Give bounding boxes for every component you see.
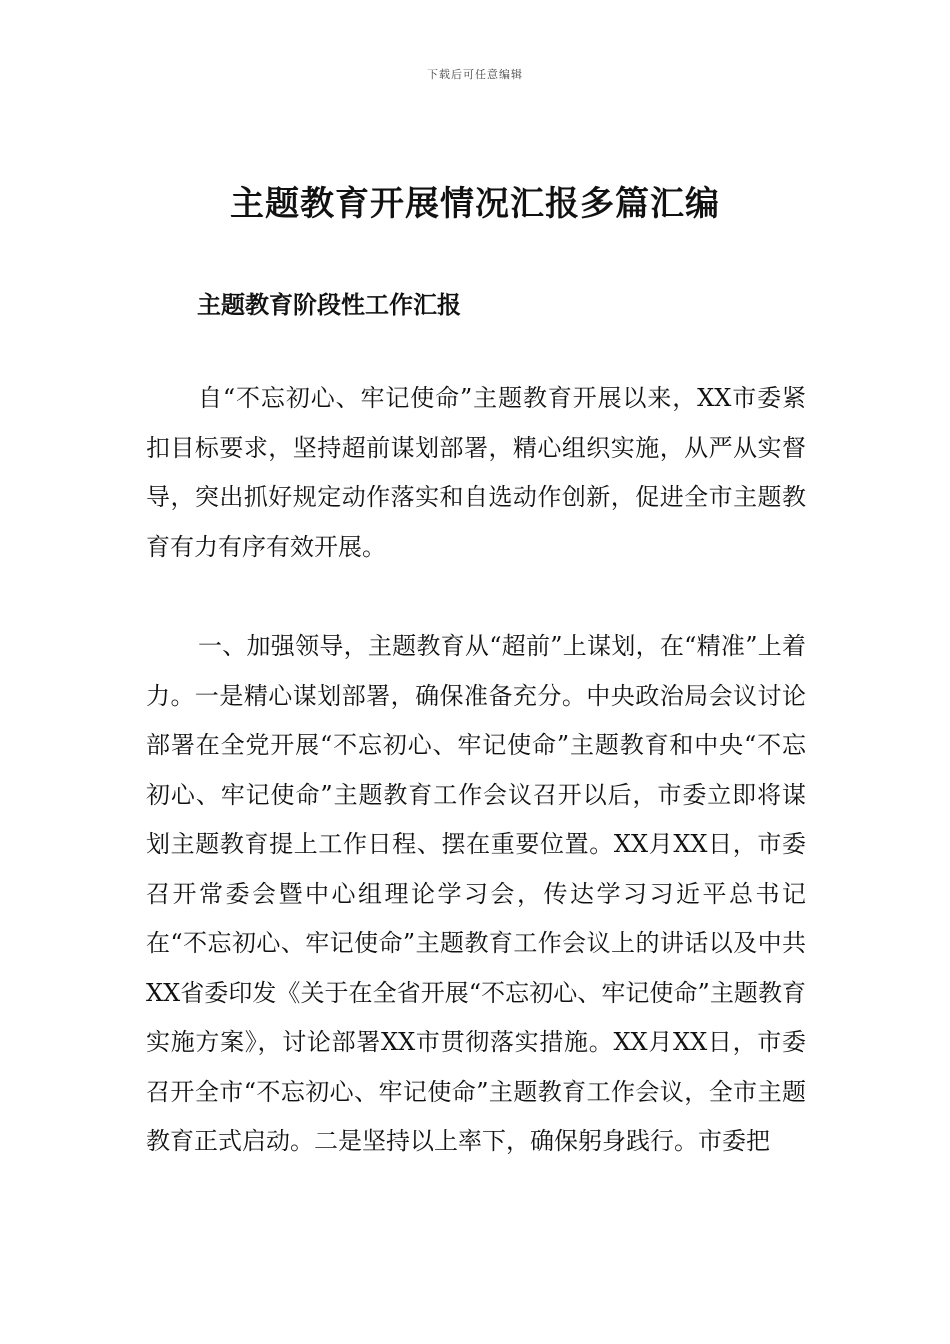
body-paragraph-leadership: 一、加强领导，主题教育从“超前”上谋划，在“精准”上着力。一是精心谋划部署，确保准备充分。中央政治局会议讨论部署在全党开展“不忘初心、牢记使命”主题教育和中央“不忘初心、牢记使命”主题教育工作会议召开以后，市委立即将谋划主题教育提上工作日程、摆在重要位置。XX月XX日，市委召开常委会暨中心组理论学习会，传达学习习近平总书记在“不忘初心、牢记使命”主题教育工作会议上的讲话以及中共XX省委印发《关于在全省开展“不忘初心、牢记使命”主题教育实施方案》，讨论部署XX市贯彻落实措施。XX月XX日，市委召开全市“不忘初心、牢记使命”主题教育工作会议，全市主题教育正式启动。二是坚持以上率下，确保躬身践行。市委把 <box>146 632 806 1155</box>
header-note: 下载后可任意编辑 <box>427 68 523 81</box>
body-paragraph-intro: 自“不忘初心、牢记使命”主题教育开展以来，XX市委紧扣目标要求，坚持超前谋划部署，精心组织实施，从严从实督导，突出抓好规定动作落实和自选动作创新，促进全市主题教育有力有序有效开展。 <box>146 384 806 561</box>
section-title: 主题教育阶段性工作汇报 <box>197 290 461 319</box>
document-title: 主题教育开展情况汇报多篇汇编 <box>230 184 720 224</box>
